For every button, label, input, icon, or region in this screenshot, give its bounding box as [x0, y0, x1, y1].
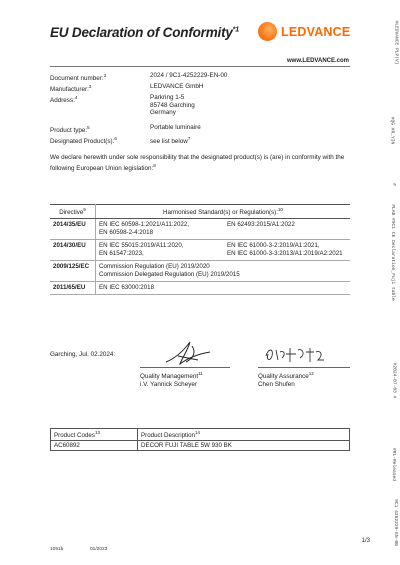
standards-cell: EN IEC 63000:2018	[96, 282, 351, 295]
document-title: EU Declaration of Conformity$^{*1}$	[50, 25, 239, 40]
table-row	[50, 261, 350, 282]
directive-code: 2011/65/EU	[50, 282, 96, 295]
declaration-text: We declare herewith under sole responsibility that the designated product(s) is (are) in conformity with the following European Union legislation:$^8$	[50, 154, 345, 172]
standards-cell: EN IEC 60598-1:2021/A11:2022, EN 62493:2015/A1:2022 EN 60598-2-4:2018	[96, 219, 351, 240]
product-table	[50, 428, 350, 451]
side-text: 9C1 4252229-EN-00	[393, 499, 399, 546]
side-text: #QG #R_YIN	[389, 116, 395, 145]
side-text: #RL-Released	[390, 447, 396, 482]
brand-circle-icon	[258, 22, 277, 41]
ledvance-logo	[258, 22, 350, 41]
signature-left-image	[158, 338, 218, 368]
signatory-quality-management: Quality Management$^{11}$ i.V. Yannick Scheyer	[140, 371, 203, 389]
table-row	[51, 441, 350, 451]
page-number: 1/3	[361, 538, 370, 544]
table-row	[50, 240, 350, 261]
directive-code: 2014/30/EU	[50, 240, 96, 261]
standards-header: Harmonised Standard(s) or Regulation(s):$^{10}$	[96, 205, 351, 219]
product-description: DECOR FUJI TABLE 5W 930 BK	[138, 441, 350, 451]
table-row	[50, 219, 350, 240]
standards-cell: EN IEC 55015:2019/A11:2020, EN IEC 61000-3-2:2019/A1:2021, EN 61547:2023, EN IEC 61000-3-3:2013/A1:2019/A2:2021	[96, 240, 351, 261]
standards-cell: Commission Regulation (EU) 2019/2020 Commission Delegated Regulation (EU) 2019/2015	[96, 261, 351, 282]
product-header-row	[51, 429, 350, 441]
signatory-quality-assurance: Quality Assurance$^{12}$ Chen Shufen	[258, 371, 314, 389]
side-text: #LEDVANCE PLP(V)	[393, 20, 399, 65]
place-date: Garching, Jul. 02.2024:	[50, 351, 116, 358]
directive-header: Directive$^9$	[50, 205, 96, 219]
side-text: #	[391, 183, 397, 186]
product-codes-header: Product Codes$^{13}$	[51, 429, 138, 441]
signature-line-right	[258, 367, 350, 368]
side-text: #2024-07-03 #	[391, 362, 397, 399]
directives-header-row	[50, 205, 350, 219]
table-row	[50, 282, 350, 295]
signature-right-image	[262, 344, 332, 366]
product-description-header: Product Description$^{14}$	[138, 429, 350, 441]
directive-code: 2009/125/EC	[50, 261, 96, 282]
form-number: 1051b	[50, 547, 64, 552]
brand-name: LEDVANCE	[281, 24, 351, 39]
form-date: 01/2023	[90, 547, 108, 552]
directive-code: 2014/35/EU	[50, 219, 96, 240]
header-divider	[50, 66, 350, 67]
signature-line-left	[140, 367, 230, 368]
directives-table	[50, 204, 350, 295]
side-text: #LAB #9C1 CE Declaration_Fuji table	[389, 204, 395, 301]
company-url[interactable]: www.LEDVANCE.com	[286, 58, 349, 64]
product-code: AC60892	[51, 441, 138, 451]
